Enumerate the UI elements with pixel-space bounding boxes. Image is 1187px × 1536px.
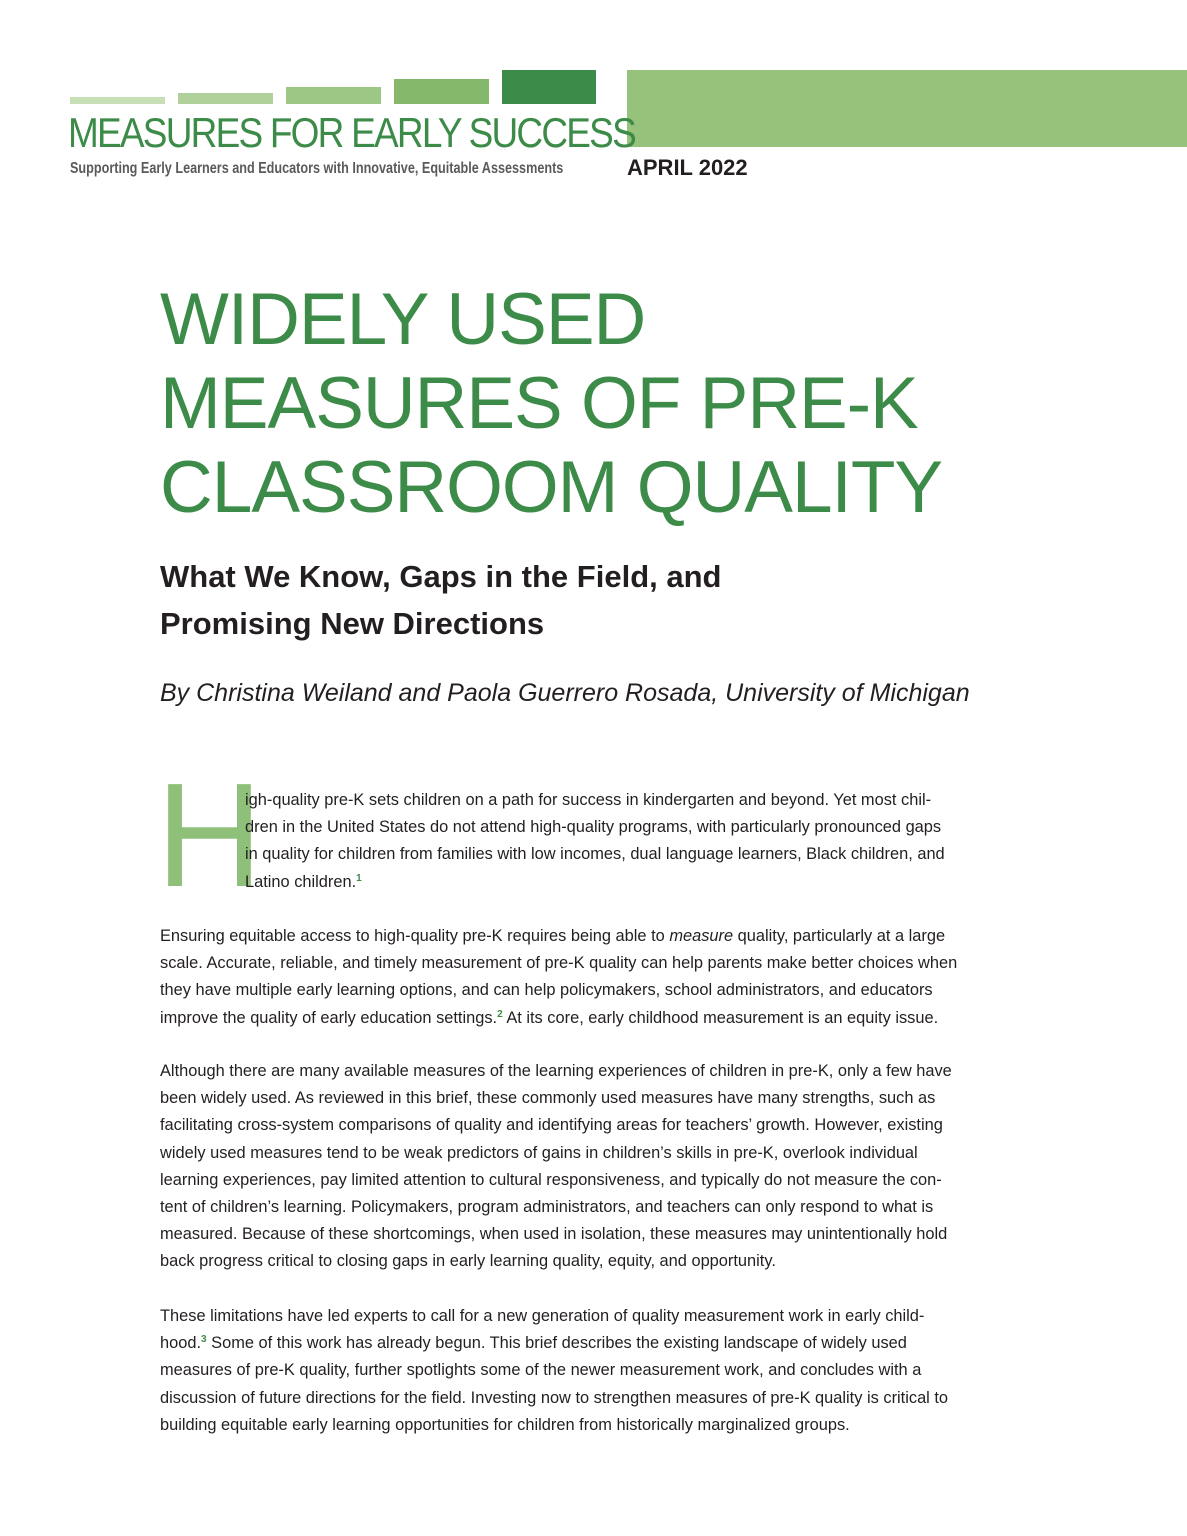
para3-line-2: been widely used. As reviewed in this brief, these commonly used measures have many strengths, such as	[160, 1089, 936, 1108]
para2-line-1b: quality, particularly at a large	[733, 927, 946, 945]
para4-line-2a: hood.	[160, 1334, 202, 1353]
para2-line-4a: improve the quality of early education settings.	[160, 1008, 498, 1027]
intro-line-3: in quality for children from families with low incomes, dual language learners, Black children, and	[245, 845, 945, 864]
para4-line-2	[160, 1330, 1050, 1357]
author-byline: By Christina Weiland and Paola Guerrero Rosada, University of Michigan	[160, 679, 970, 707]
para2-line-4	[160, 1005, 1050, 1032]
para3-line-6: tent of children’s learning. Policymakers, program administrators, and teachers can only respond to what is	[160, 1198, 934, 1217]
footnote-3-link[interactable]: 3	[201, 1334, 207, 1346]
page-title	[160, 278, 942, 530]
para4-line-3: measures of pre-K quality, further spotlights some of the newer measurement work, and concludes with a	[160, 1361, 922, 1380]
drop-cap: H	[156, 753, 263, 918]
org-tagline: Supporting Early Learners and Educators with Innovative, Equitable Assessments	[70, 160, 564, 177]
para2-line-1a: Ensuring equitable access to high-quality pre-K requires being able to	[160, 927, 670, 945]
para3-line-8: back progress critical to closing gaps in early learning quality, equity, and opportunity.	[160, 1252, 776, 1271]
para3-line-5: learning experiences, pay limited attention to cultural responsiveness, and typically do not measure the con-	[160, 1170, 942, 1189]
para4-line-1: These limitations have led experts to call for a new generation of quality measurement work in early child-	[160, 1307, 925, 1325]
title-line-2: MEASURES OF PRE-K	[160, 363, 918, 444]
paragraph-3	[160, 1058, 1050, 1276]
para4-line-4: discussion of future directions for the field. Investing now to strengthen measures of pre-K quality is critical to	[160, 1388, 949, 1407]
intro-line-4	[245, 869, 1045, 896]
subtitle-line-2: Promising New Directions	[160, 606, 545, 641]
para2-emphasis: measure	[669, 927, 734, 945]
paragraph-4	[160, 1303, 1050, 1439]
footnote-2-link[interactable]: 2	[497, 1008, 503, 1020]
intro-line-2: dren in the United States do not attend high-quality programs, with particularly pronounced gaps	[245, 818, 942, 837]
para2-line-2: scale. Accurate, reliable, and timely measurement of pre-K quality can help parents make better choices when	[160, 954, 958, 973]
logo-bar-2	[178, 93, 273, 104]
org-logo-title: MEASURES FOR EARLY SUCCESS	[68, 109, 635, 156]
paragraph-2	[160, 923, 1050, 1032]
intro-line-4-text: Latino children.	[245, 872, 357, 891]
para3-line-1: Although there are many available measures of the learning experiences of children in pre-K, only a few have	[160, 1062, 952, 1080]
title-line-3: CLASSROOM QUALITY	[160, 447, 943, 528]
para3-line-4: widely used measures tend to be weak predictors of gains in children’s skills in pre-K, overlook individual	[160, 1143, 918, 1162]
page-subtitle	[160, 553, 721, 647]
header-color-band	[627, 70, 1187, 147]
footnote-1-link[interactable]: 1	[356, 872, 362, 884]
intro-paragraph	[245, 787, 1045, 896]
issue-date: APRIL 2022	[627, 155, 748, 180]
logo-bar-4	[394, 79, 489, 104]
intro-line-1: igh-quality pre-K sets children on a path for success in kindergarten and beyond. Yet most chil-	[245, 791, 932, 809]
logo-bar-1	[70, 97, 165, 104]
title-line-1: WIDELY USED	[160, 279, 646, 360]
para2-line-4b: At its core, early childhood measurement is an equity issue.	[502, 1008, 939, 1027]
para3-line-3: facilitating cross-system comparisons of quality and identifying areas for teachers’ growth. However, existing	[160, 1116, 943, 1135]
para2-line-3: they have multiple early learning options, and can help policymakers, school administrators, and educators	[160, 981, 933, 1000]
para4-line-5: building equitable early learning opportunities for children from historically marginalized groups.	[160, 1415, 850, 1434]
para2-line-1	[160, 923, 1050, 950]
logo-bar-3	[286, 87, 381, 104]
logo-bar-5	[502, 70, 596, 104]
subtitle-line-1: What We Know, Gaps in the Field, and	[160, 559, 722, 594]
para4-line-2b: Some of this work has already begun. This brief describes the existing landscape of widely used	[206, 1334, 907, 1353]
para3-line-7: measured. Because of these shortcomings, when used in isolation, these measures may unintentionally hold	[160, 1225, 948, 1244]
